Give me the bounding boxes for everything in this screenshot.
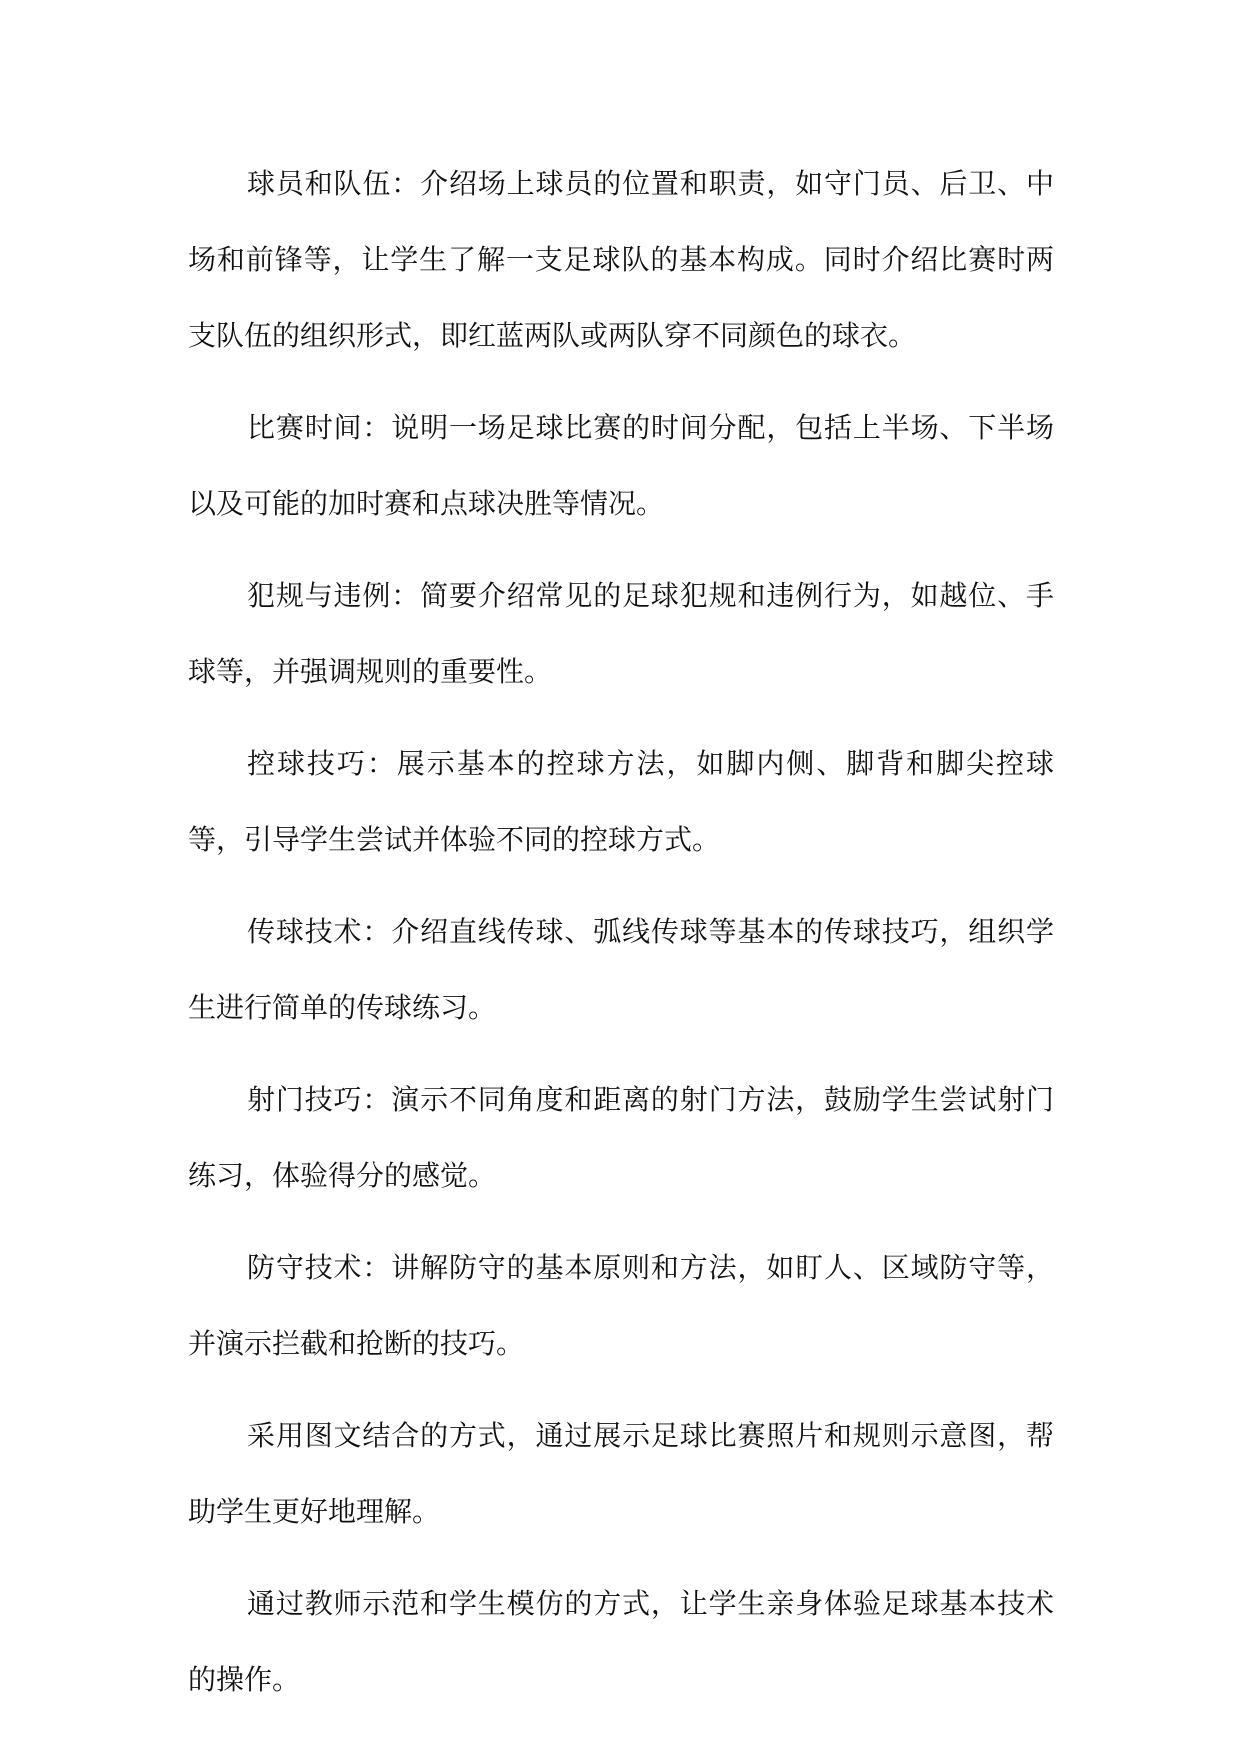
paragraph-defense: 防守技术：讲解防守的基本原则和方法，如盯人、区域防守等，并演示拦截和抢断的技巧。 — [188, 1251, 1054, 1360]
paragraph-match-time: 比赛时间：说明一场足球比赛的时间分配，包括上半场、下半场以及可能的加时赛和点球决胜等情况。 — [188, 411, 1054, 520]
paragraph-fouls: 犯规与违例：简要介绍常见的足球犯规和违例行为，如越位、手球等，并强调规则的重要性。 — [188, 579, 1054, 688]
paragraph-ball-control: 控球技巧：展示基本的控球方法，如脚内侧、脚背和脚尖控球等，引导学生尝试并体验不同的控球方式。 — [188, 747, 1054, 856]
paragraph-players-and-teams: 球员和队伍：介绍场上球员的位置和职责，如守门员、后卫、中场和前锋等，让学生了解一支足球队的基本构成。同时介绍比赛时两支队伍的组织形式，即红蓝两队或两队穿不同颜色的球衣。 — [188, 167, 1054, 352]
paragraph-illustrated-method: 采用图文结合的方式，通过展示足球比赛照片和规则示意图，帮助学生更好地理解。 — [188, 1419, 1054, 1528]
paragraph-demonstration-method: 通过教师示范和学生模仿的方式，让学生亲身体验足球基本技术的操作。 — [188, 1587, 1054, 1696]
paragraph-passing: 传球技术：介绍直线传球、弧线传球等基本的传球技巧，组织学生进行简单的传球练习。 — [188, 915, 1054, 1024]
document-body — [188, 146, 1054, 1734]
paragraph-shooting: 射门技巧：演示不同角度和距离的射门方法，鼓励学生尝试射门练习，体验得分的感觉。 — [188, 1083, 1054, 1192]
